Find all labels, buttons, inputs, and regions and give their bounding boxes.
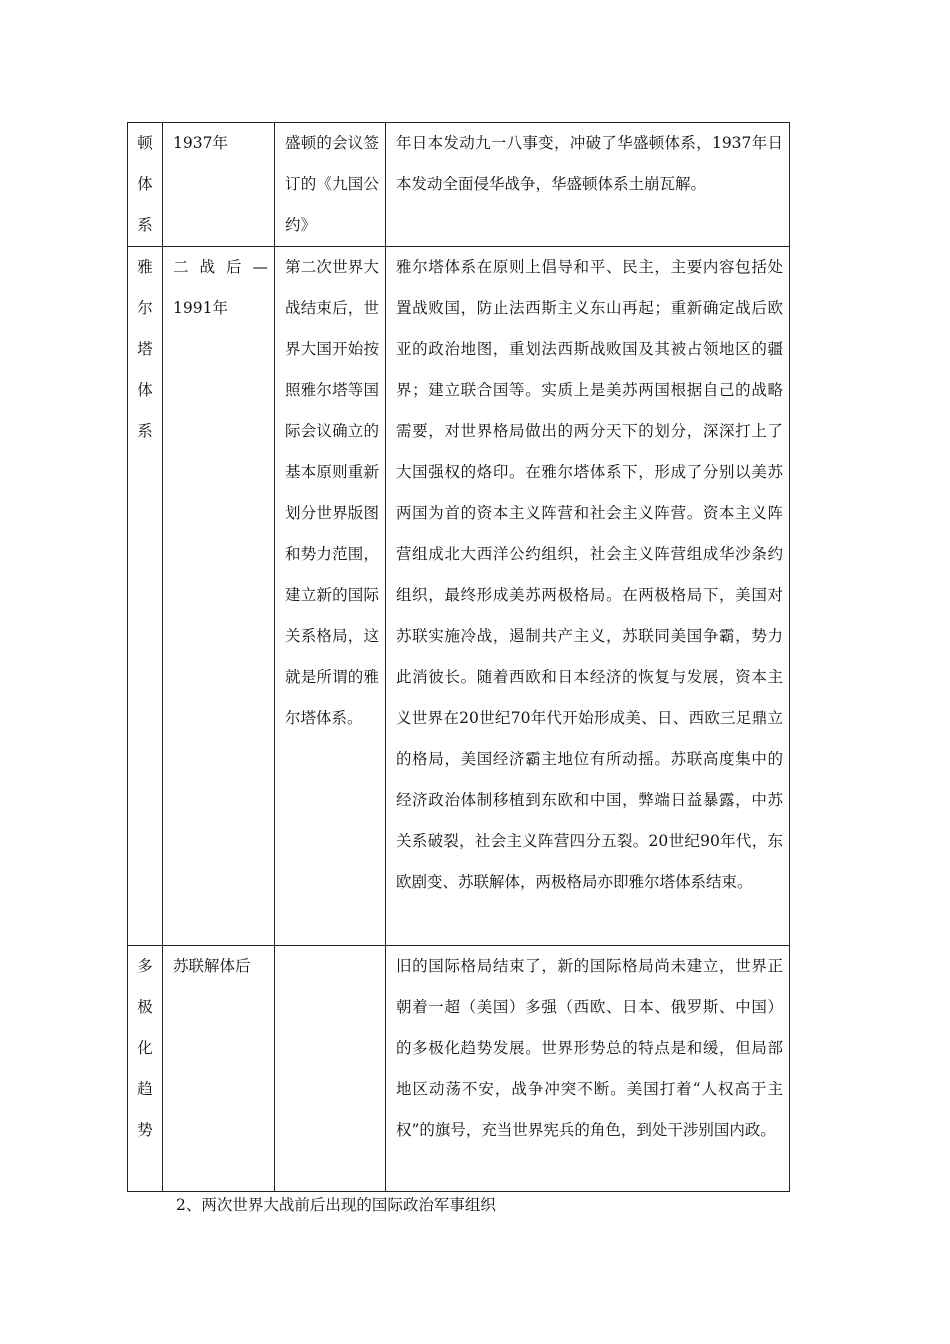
section-heading: 2、两次世界大战前后出现的国际政治军事组织	[176, 1196, 496, 1214]
period-text: 二战后—1991年	[173, 258, 268, 317]
system-name-cell	[128, 247, 163, 946]
content-text: 年日本发动九一八事变，冲破了华盛顿体系，1937年日本发动全面侵华战争，华盛顿体系土崩瓦解。	[396, 134, 783, 193]
international-systems-table	[127, 122, 790, 1192]
system-name-char: 势	[137, 1121, 153, 1139]
system-name-char: 趋	[137, 1080, 153, 1098]
origin-text: 第二次世界大战结束后，世界大国开始按照雅尔塔等国际会议确立的基本原则重新划分世界版图和势力范围，建立新的国际关系格局，这就是所谓的雅尔塔体系。	[285, 258, 379, 727]
content-text: 旧的国际格局结束了，新的国际格局尚未建立，世界正朝着一超（美国）多强（西欧、日本、俄罗斯、中国）的多极化趋势发展。世界形势总的特点是和缓，但局部地区动荡不安，战争冲突不断。美国打着“人权高于主权”的旗号，充当世界宪兵的角色，到处干涉别国内政。	[396, 957, 783, 1139]
content-text: 雅尔塔体系在原则上倡导和平、民主，主要内容包括处置战败国，防止法西斯主义东山再起；重新确定战后欧亚的政治地图，重划法西斯战败国及其被占领地区的疆界；建立联合国等。实质上是美苏两国根据自己的战略需要，对世界格局做出的两分天下的划分，深深打上了大国强权的烙印。在雅尔塔体系下，形成了分别以美苏两国为首的资本主义阵营和社会主义阵营。资本主义阵营组成北大西洋公约组织，社会主义阵营组成华沙条约组织，最终形成美苏两极格局。在两极格局下，美国对苏联实施冷战，遏制共产主义，苏联同美国争霸，势力此消彼长。随着西欧和日本经济的恢复与发展，资本主义世界在20世纪70年代开始形成美、日、西欧三足鼎立的格局，美国经济霸主地位有所动摇。苏联高度集中的经济政治体制移植到东欧和中国，弊端日益暴露，中苏关系破裂，社会主义阵营四分五裂。20世纪90年代，东欧剧变、苏联解体，两极格局亦即雅尔塔体系结束。	[396, 258, 783, 891]
content-cell	[386, 946, 790, 1192]
system-name-char: 化	[137, 1039, 153, 1057]
table-row	[128, 247, 790, 946]
period-cell	[163, 946, 275, 1192]
period-cell	[163, 247, 275, 946]
table-row	[128, 123, 790, 247]
system-name-char: 雅	[137, 258, 153, 276]
period-text: 苏联解体后	[173, 957, 251, 975]
system-name-char: 多	[137, 957, 153, 975]
system-name-char: 顿	[137, 134, 153, 152]
origin-text: 盛顿的会议签订的《九国公约》	[285, 134, 379, 234]
system-name-char: 极	[137, 998, 153, 1016]
origin-cell	[275, 123, 386, 247]
table-row	[128, 946, 790, 1192]
origin-cell	[275, 247, 386, 946]
period-cell	[163, 123, 275, 247]
system-name-char: 尔	[137, 299, 153, 317]
system-name-char: 体	[137, 381, 153, 399]
content-cell	[386, 247, 790, 946]
system-name-cell	[128, 123, 163, 247]
system-name-char: 塔	[137, 340, 153, 358]
system-name-char: 系	[137, 422, 153, 440]
system-name-char: 体	[137, 175, 153, 193]
period-text: 1937年	[173, 134, 228, 152]
system-name-char: 系	[137, 216, 153, 234]
system-name-cell	[128, 946, 163, 1192]
content-cell	[386, 123, 790, 247]
origin-cell	[275, 946, 386, 1192]
